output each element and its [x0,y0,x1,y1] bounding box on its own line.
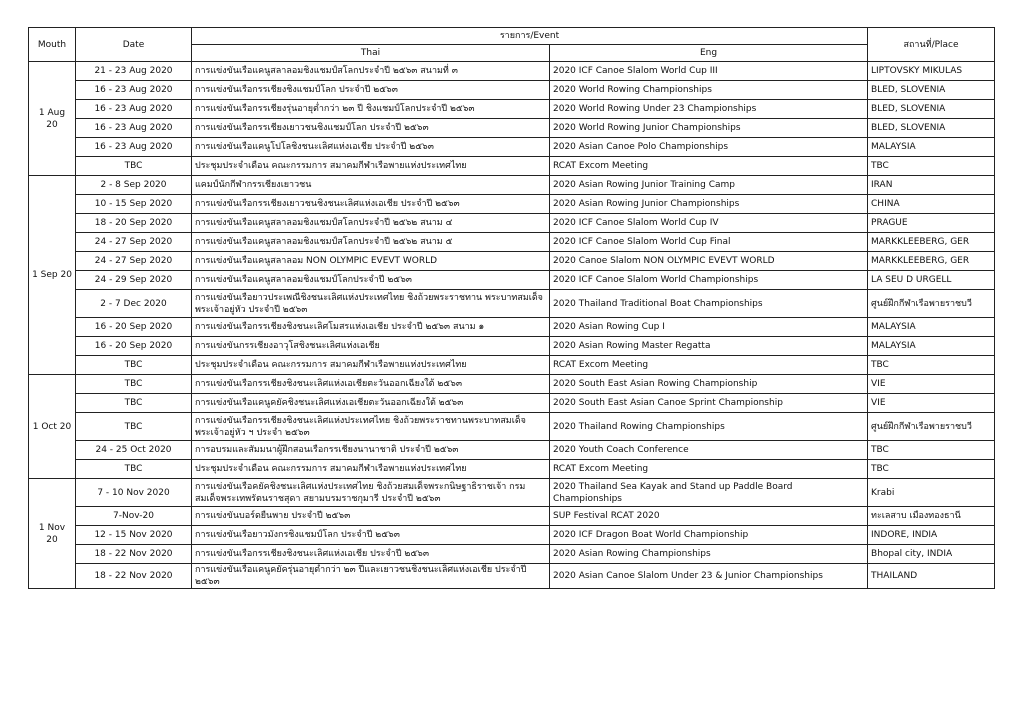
eng-event-cell: 2020 World Rowing Junior Championships [550,119,868,138]
place-cell: IRAN [868,176,995,195]
eng-event-cell: 2020 World Rowing Championships [550,81,868,100]
place-cell: MALAYSIA [868,138,995,157]
date-cell: 18 - 20 Sep 2020 [76,214,192,233]
header-thai: Thai [192,45,550,62]
eng-event-cell: 2020 ICF Canoe Slalom World Championships [550,271,868,290]
eng-event-cell: RCAT Excom Meeting [550,157,868,176]
eng-event-cell: 2020 Asian Canoe Slalom Under 23 & Junior Championships [550,564,868,589]
place-cell: MARKKLEEBERG, GER [868,233,995,252]
thai-event-cell: การแข่งขันเรือกรรเชียงชิงชนะเลิศแห่งเอเชียตะวันออกเฉียงใต้ ๒๕๖๓ [192,375,550,394]
thai-event-cell: ประชุมประจำเดือน คณะกรรมการ สมาคมกีฬาเรือพายแห่งประเทศไทย [192,157,550,176]
date-cell: 21 - 23 Aug 2020 [76,62,192,81]
table-row [29,460,995,479]
thai-event-cell: การแข่งขันเรือกรรเชียงชิงชนะเลิศแห่งเอเชีย ประจำปี ๒๕๖๓ [192,545,550,564]
date-cell: 24 - 27 Sep 2020 [76,233,192,252]
thai-event-cell: การแข่งขันเรือแคนูสลาลอมชิงแชมป์สโลกประจำปี ๒๕๖๓ สนามที่ ๓ [192,62,550,81]
eng-event-cell: RCAT Excom Meeting [550,460,868,479]
date-cell: TBC [76,356,192,375]
date-cell: 18 - 22 Nov 2020 [76,564,192,589]
table-row [29,290,995,318]
eng-event-cell: 2020 Asian Canoe Polo Championships [550,138,868,157]
table-row [29,413,995,441]
thai-event-cell: ประชุมประจำเดือน คณะกรรมการ สมาคมกีฬาเรือพายแห่งประเทศไทย [192,460,550,479]
eng-event-cell: 2020 Asian Rowing Master Regatta [550,337,868,356]
thai-event-cell: การอบรมและสัมมนาผู้ฝึกสอนเรือกรรเชียงนานาชาติ ประจำปี ๒๕๖๓ [192,441,550,460]
date-cell: TBC [76,394,192,413]
place-cell: MALAYSIA [868,318,995,337]
date-cell: 16 - 23 Aug 2020 [76,100,192,119]
table-row [29,356,995,375]
table-row [29,375,995,394]
eng-event-cell: 2020 Thailand Rowing Championships [550,413,868,441]
date-cell: 16 - 20 Sep 2020 [76,318,192,337]
place-cell: MARKKLEEBERG, GER [868,252,995,271]
table-row [29,81,995,100]
date-cell: 2 - 8 Sep 2020 [76,176,192,195]
date-cell: 16 - 23 Aug 2020 [76,81,192,100]
thai-event-cell: การแข่งขันกรรเชียงอาวุโสชิงชนะเลิศแห่งเอเชีย [192,337,550,356]
table-row [29,214,995,233]
thai-event-cell: การแข่งขันเรือกรรเชียงชิงแชมป์โลก ประจำปี ๒๕๖๓ [192,81,550,100]
date-cell: 24 - 29 Sep 2020 [76,271,192,290]
table-row [29,138,995,157]
date-cell: TBC [76,413,192,441]
date-cell: 16 - 20 Sep 2020 [76,337,192,356]
place-cell: TBC [868,356,995,375]
table-row [29,176,995,195]
eng-event-cell: 2020 Asian Rowing Junior Training Camp [550,176,868,195]
table-row [29,394,995,413]
thai-event-cell: การแข่งขันเรือแคนูสลาลอมชิงแชมป์สโลกประจำปี ๒๕๖๒ สนาม ๕ [192,233,550,252]
table-body [29,62,995,589]
place-cell: TBC [868,460,995,479]
thai-event-cell: การแข่งขันเรือแคนูคยัคชิงชนะเลิศแห่งเอเชียตะวันออกเฉียงใต้ ๒๕๖๓ [192,394,550,413]
table-row [29,252,995,271]
eng-event-cell: 2020 World Rowing Under 23 Championships [550,100,868,119]
month-cell: 1 Nov 20 [29,479,76,589]
table-row [29,318,995,337]
place-cell: CHINA [868,195,995,214]
header-month: Mouth [29,28,76,62]
place-cell: VIE [868,375,995,394]
date-cell: TBC [76,375,192,394]
table-row [29,62,995,81]
month-cell: 1 Aug 20 [29,62,76,176]
thai-event-cell: การแข่งขันเรือแคนูสลาลอม NON OLYMPIC EVEVT WORLD [192,252,550,271]
date-cell: TBC [76,460,192,479]
place-cell: PRAGUE [868,214,995,233]
date-cell: 2 - 7 Dec 2020 [76,290,192,318]
place-cell: ศูนย์ฝึกกีฬาเรือพายราชบวี [868,413,995,441]
thai-event-cell: แคมป์นักกีฬากรรเชียงเยาวชน [192,176,550,195]
place-cell: INDORE, INDIA [868,526,995,545]
place-cell: Bhopal city, INDIA [868,545,995,564]
eng-event-cell: 2020 Youth Coach Conference [550,441,868,460]
eng-event-cell: 2020 ICF Canoe Slalom World Cup IV [550,214,868,233]
place-cell: TBC [868,157,995,176]
thai-event-cell: การแข่งขันเรือกรรเชียงชิงชนะเลิศโมสรแห่งเอเชีย ประจำปี ๒๕๖๓ สนาม ๑ [192,318,550,337]
place-cell: VIE [868,394,995,413]
month-cell: 1 Sep 20 [29,176,76,375]
table-row [29,441,995,460]
place-cell: ศูนย์ฝึกกีฬาเรือพายราชบวี [868,290,995,318]
table-row [29,157,995,176]
thai-event-cell: การแข่งขันเรือแคนูสลาลอมชิงแชมป์โลกประจำปี ๒๕๖๓ [192,271,550,290]
thai-event-cell: การแข่งขันเรือกรรเชียงรุ่นอายุต่ำกว่า ๒๓ ปี ชิงแชมป์โลกประจำปี ๒๕๖๓ [192,100,550,119]
date-cell: 7 - 10 Nov 2020 [76,479,192,507]
place-cell: BLED, SLOVENIA [868,119,995,138]
date-cell: 18 - 22 Nov 2020 [76,545,192,564]
table-row [29,507,995,526]
table-row [29,526,995,545]
thai-event-cell: การแข่งขันเรือแคนูคยัครุ่นอายุต่ำกว่า ๒๓ ปีและเยาวชนชิงชนะเลิศแห่งเอเชีย ประจำปี ๒๕๖๓ [192,564,550,589]
header-date: Date [76,28,192,62]
thai-event-cell: การแข่งขันเรือกรรเชียงชิงชนะเลิศแห่งประเทศไทย ชิงถ้วยพระราชทานพระบาทสมเด็จ พระเจ้าอยู่หัว ฯ ประจำ ๒๕๖๓ [192,413,550,441]
table-row [29,564,995,589]
place-cell: Krabi [868,479,995,507]
eng-event-cell: 2020 ICF Canoe Slalom World Cup Final [550,233,868,252]
eng-event-cell: 2020 ICF Canoe Slalom World Cup III [550,62,868,81]
table-row [29,545,995,564]
month-cell: 1 Oct 20 [29,375,76,479]
eng-event-cell: 2020 South East Asian Canoe Sprint Championship [550,394,868,413]
eng-event-cell: 2020 ICF Dragon Boat World Championship [550,526,868,545]
place-cell: LIPTOVSKY MIKULAS [868,62,995,81]
thai-event-cell: การแข่งขันเรือยาวมังกรชิงแชมป์โลก ประจำปี ๒๕๖๓ [192,526,550,545]
date-cell: TBC [76,157,192,176]
thai-event-cell: การแข่งขันเรือแคนูสลาลอมชิงแชมป์สโลกประจำปี ๒๕๖๒ สนาม ๔ [192,214,550,233]
date-cell: 12 - 15 Nov 2020 [76,526,192,545]
eng-event-cell: 2020 Asian Rowing Cup I [550,318,868,337]
thai-event-cell: ประชุมประจำเดือน คณะกรรมการ สมาคมกีฬาเรือพายแห่งประเทศไทย [192,356,550,375]
eng-event-cell: 2020 Asian Rowing Championships [550,545,868,564]
date-cell: 7-Nov-20 [76,507,192,526]
place-cell: TBC [868,441,995,460]
table-row [29,100,995,119]
eng-event-cell: RCAT Excom Meeting [550,356,868,375]
place-cell: ทะเลสาบ เมืองทองธานี [868,507,995,526]
header-eng: Eng [550,45,868,62]
thai-event-cell: การแข่งขันเรือกรรเชียงเยาวชนชิงแชมป์โลก ประจำปี ๒๕๖๓ [192,119,550,138]
thai-event-cell: การแข่งขันบอร์ดยืนพาย ประจำปี ๒๕๖๓ [192,507,550,526]
date-cell: 16 - 23 Aug 2020 [76,138,192,157]
eng-event-cell: 2020 Thailand Traditional Boat Championships [550,290,868,318]
table-row [29,119,995,138]
place-cell: BLED, SLOVENIA [868,81,995,100]
table-row [29,479,995,507]
place-cell: BLED, SLOVENIA [868,100,995,119]
table-row [29,233,995,252]
header-event: รายการ/Event [192,28,868,45]
event-calendar-table [28,27,995,589]
eng-event-cell: 2020 Thailand Sea Kayak and Stand up Paddle Board Championships [550,479,868,507]
place-cell: THAILAND [868,564,995,589]
place-cell: MALAYSIA [868,337,995,356]
header-place: สถานที่/Place [868,28,995,62]
table-row [29,271,995,290]
date-cell: 24 - 25 Oct 2020 [76,441,192,460]
date-cell: 24 - 27 Sep 2020 [76,252,192,271]
date-cell: 10 - 15 Sep 2020 [76,195,192,214]
thai-event-cell: การแข่งขันเรือกรรเชียงเยาวชนชิงชนะเลิศแห่งเอเชีย ประจำปี ๒๕๖๓ [192,195,550,214]
eng-event-cell: 2020 South East Asian Rowing Championship [550,375,868,394]
eng-event-cell: 2020 Canoe Slalom NON OLYMPIC EVEVT WORLD [550,252,868,271]
thai-event-cell: การแข่งขันเรือยาวประเพณีชิงชนะเลิศแห่งประเทศไทย ชิงถ้วยพระราชทาน พระบาทสมเด็จพระเจ้าอยู่หัว ประจำปี ๒๕๖๓ [192,290,550,318]
eng-event-cell: 2020 Asian Rowing Junior Championships [550,195,868,214]
thai-event-cell: การแข่งขันเรือคยัคชิงชนะเลิศแห่งประเทศไทย ชิงถ้วยสมเด็จพระกนิษฐาธิราชเจ้า กรม สมเด็จพระเทพรัตนราชสุดา สยามบรมราชกุมารี ประจำปี ๒๕๖๓ [192,479,550,507]
thai-event-cell: การแข่งขันเรือแคนูโปโลชิงชนะเลิศแห่งเอเชีย ประจำปี ๒๕๖๓ [192,138,550,157]
place-cell: LA SEU D URGELL [868,271,995,290]
table-row [29,195,995,214]
table-row [29,337,995,356]
date-cell: 16 - 23 Aug 2020 [76,119,192,138]
eng-event-cell: SUP Festival RCAT 2020 [550,507,868,526]
